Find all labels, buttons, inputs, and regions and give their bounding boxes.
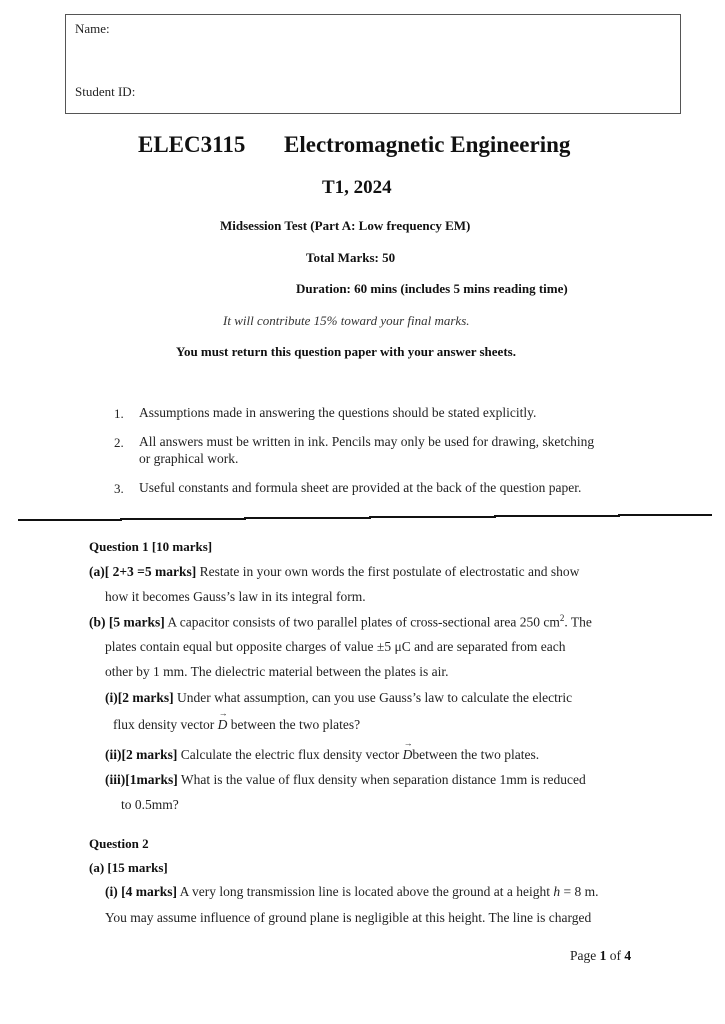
question2-a-i: [105, 884, 599, 900]
superscript: 2: [559, 613, 565, 623]
question1-biii-text-line2: to 0.5mm?: [121, 797, 179, 812]
question1-b-label: (b): [89, 614, 106, 630]
name-label: Name:: [75, 21, 110, 36]
question1-biii-label: (iii)[1marks]: [105, 772, 178, 787]
question1-bi-label: (i)[2 marks]: [105, 690, 174, 705]
question2-ai-text-end: = 8 m.: [560, 884, 599, 899]
question1-b-ii: [105, 747, 539, 763]
question1-heading: Question 1 [10 marks]: [89, 539, 213, 554]
instruction-number: 2.: [114, 435, 124, 450]
vector-d-symbol: → D: [403, 747, 413, 763]
course-code: ELEC3115: [138, 132, 246, 157]
question1-a-text-continued: how it becomes Gauss’s law in its integral form.: [105, 589, 366, 604]
question1-b-text-line2: plates contain equal but opposite charges of value ±5 μC and are separated from each: [105, 639, 566, 654]
instruction-text-continued: or graphical work.: [139, 451, 239, 466]
student-id-label: Student ID:: [75, 84, 136, 99]
instruction-text: Useful constants and formula sheet are provided at the back of the question paper.: [139, 480, 582, 495]
question1-bii-text-end: between the two plates.: [412, 747, 540, 762]
of-word: of: [606, 948, 625, 963]
question2-heading: Question 2: [89, 836, 149, 851]
current-page: 1: [599, 948, 607, 963]
question1-b-text-end: . The: [564, 614, 592, 630]
question2-ai-text-line2: You may assume influence of ground plane is negligible at this height. The line is charged: [105, 910, 592, 925]
total-marks: Total Marks: 50: [306, 250, 396, 265]
question1-b-i: [105, 690, 572, 706]
question1-part-b: [89, 613, 592, 631]
instruction-number: 1.: [114, 406, 124, 421]
question1-bi-text: Under what assumption, can you use Gauss’s law to calculate the electric: [173, 690, 573, 705]
question2-ai-label: (i) [4 marks]: [105, 884, 177, 899]
term: T1, 2024: [322, 177, 392, 198]
question1-bii-text: Calculate the electric flux density vector: [177, 747, 403, 762]
test-name: Midsession Test (Part A: Low frequency EM): [220, 218, 471, 233]
question1-bii-label: (ii)[2 marks]: [105, 747, 178, 762]
question1-bi-text2b: between the two plates?: [227, 717, 361, 732]
page-word: Page: [570, 948, 600, 963]
instruction-text: Assumptions made in answering the questions should be stated explicitly.: [139, 405, 537, 420]
question1-part-a: [89, 564, 579, 580]
question1-biii-text: What is the value of flux density when separation distance 1mm is reduced: [177, 772, 586, 787]
instruction-number: 3.: [114, 481, 124, 496]
vector-d-symbol: → D: [218, 717, 228, 733]
question1-b-marks: [5 marks]: [108, 614, 165, 630]
question1-a-text: Restate in your own words the first postulate of electrostatic and show: [196, 564, 580, 579]
question1-b-text: A capacitor consists of two parallel plates of cross-sectional area 250 cm: [164, 614, 560, 630]
question2-a-label: (a) [15 marks]: [89, 860, 168, 875]
variable-h: h: [553, 884, 561, 899]
instruction-text: All answers must be written in ink. Pencils may only be used for drawing, sketching: [139, 434, 595, 449]
question1-b-iii: [105, 772, 586, 788]
duration: Duration: 60 mins (includes 5 mins reading time): [296, 281, 568, 296]
course-name: Electromagnetic Engineering: [284, 132, 571, 157]
contribution-note: It will contribute 15% toward your final marks.: [223, 313, 470, 328]
question2-ai-text: A very long transmission line is located above the ground at a height: [176, 884, 554, 899]
student-info-box: [65, 14, 681, 114]
question1-bi-text2a: flux density vector: [113, 717, 218, 732]
question1-b-text-line3: other by 1 mm. The dielectric material between the plates is air.: [105, 664, 449, 679]
page-number: [570, 948, 631, 964]
return-notice: You must return this question paper with your answer sheets.: [176, 344, 516, 359]
question1-a-label: (a)[ 2+3 =5 marks]: [89, 564, 197, 579]
total-pages: 4: [624, 948, 632, 963]
question1-bi-text-line2: [113, 717, 360, 733]
